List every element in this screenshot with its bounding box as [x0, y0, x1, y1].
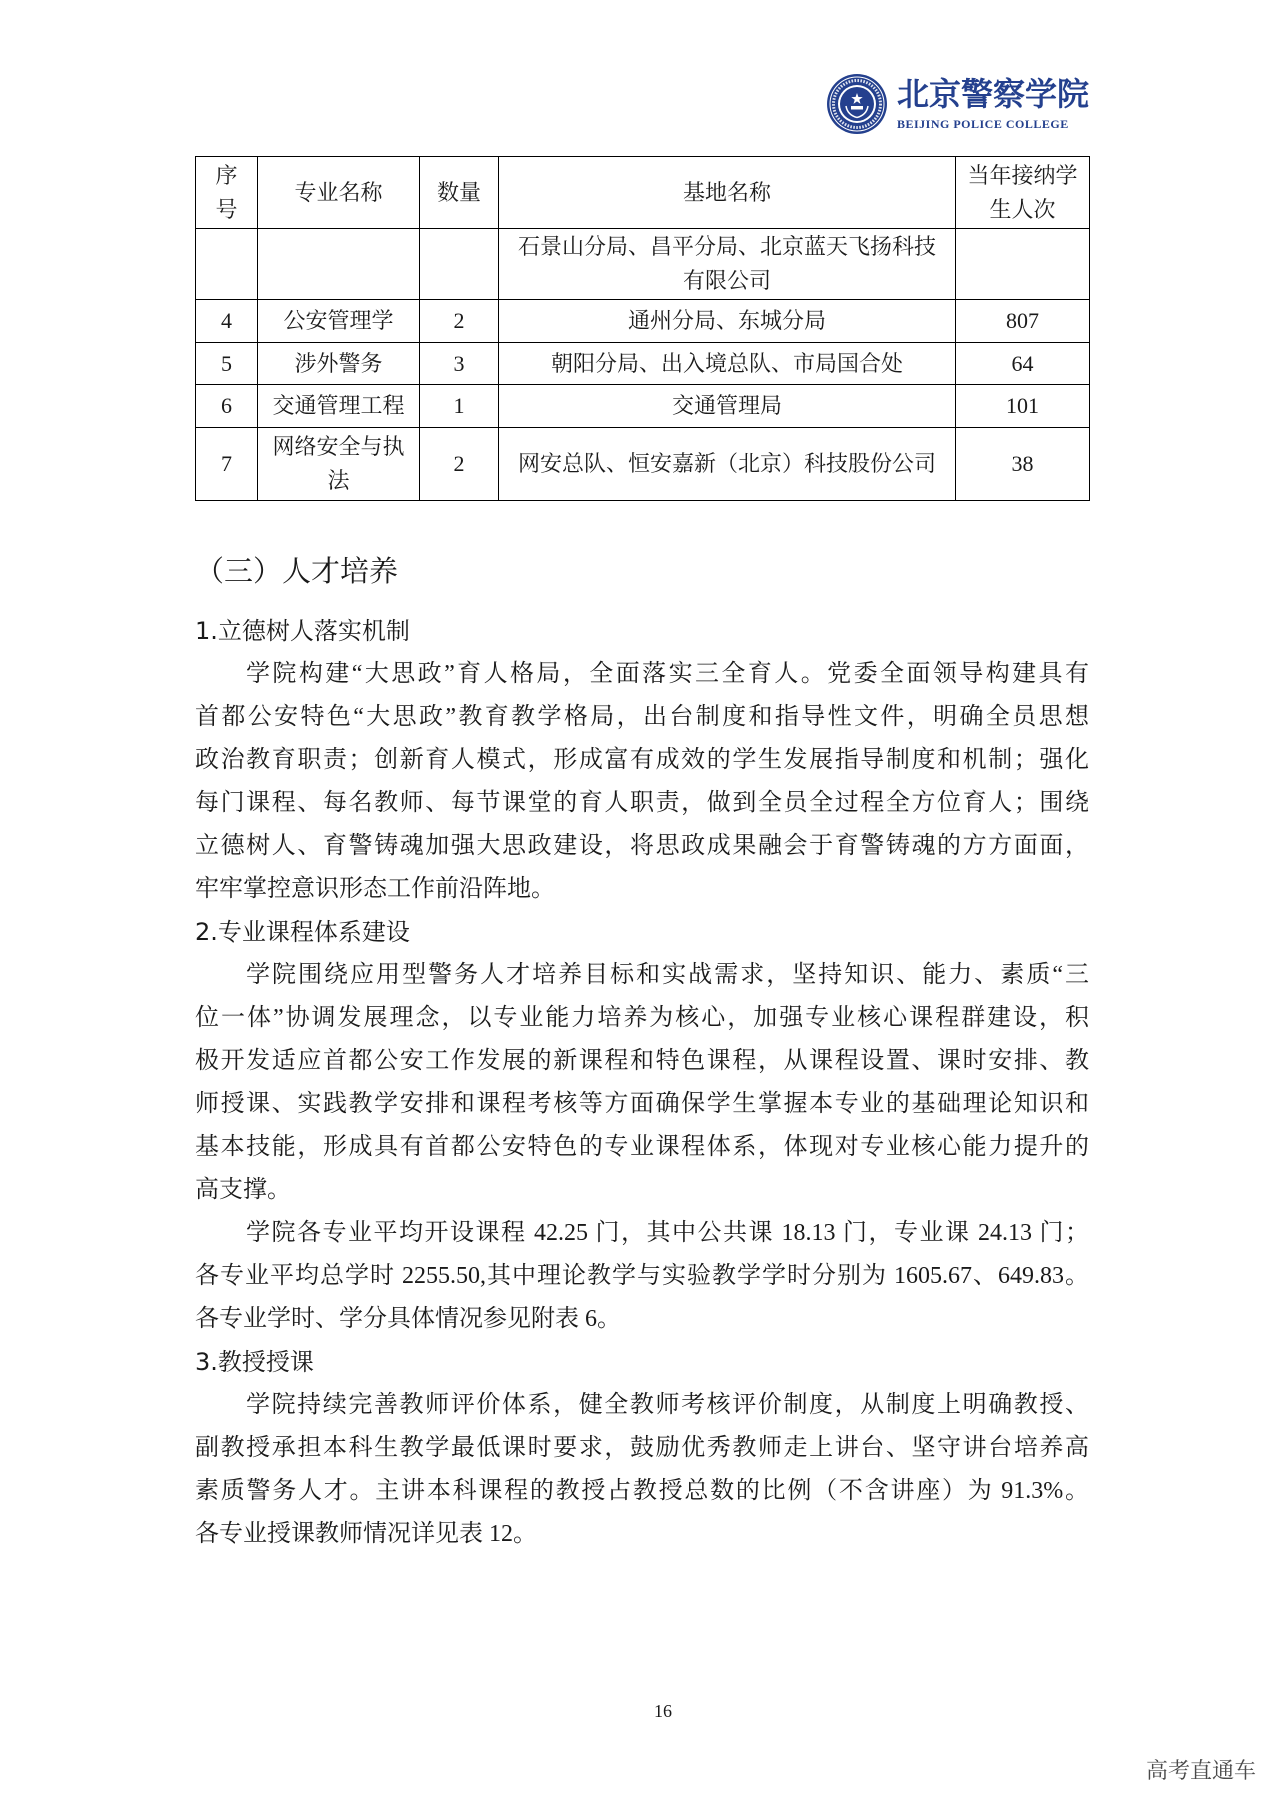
paragraph-line: 学院持续完善教师评价体系，健全教师考核评价制度，从制度上明确教授、 [246, 1392, 1089, 1418]
header-cell-bases: 基地名称 [499, 157, 956, 229]
cell-text: 网络安全与执 [272, 434, 405, 459]
paragraph-line: 素质警务人才。主讲本科课程的教授占教授总数的比例（不含讲座）为 91.3%。 [195, 1478, 1089, 1504]
subsection-heading: 3.教授授课 [195, 1348, 314, 1376]
table-cell-no: 5 [196, 343, 258, 385]
subsection-heading: 1.立德树人落实机制 [195, 617, 410, 645]
cell-text: 网安总队、恒安嘉新（北京）科技股份公司 [517, 451, 936, 476]
table-header-row [196, 157, 1090, 229]
header-cell-count: 数量 [420, 157, 499, 229]
paragraph-line: 牢牢掌控意识形态工作前沿阵地。 [195, 876, 555, 902]
table-cell-bases [499, 385, 956, 428]
cell-text: 交通管理局 [671, 393, 782, 418]
header-text: 序 [215, 162, 238, 188]
section-title: （三）人才培养 [195, 554, 399, 588]
header-text: 号 [215, 196, 238, 222]
cell-text: 法 [327, 468, 350, 493]
table-cell-major [258, 343, 420, 385]
table-cell-students: 64 [956, 343, 1090, 385]
table-cell-students: 807 [956, 300, 1090, 343]
college-emblem-icon [826, 73, 888, 135]
paragraph-line: 师授课、实践教学安排和课程考核等方面确保学生掌握本专业的基础理论知识和 [195, 1091, 1089, 1117]
paragraph-line: 副教授承担本科生教学最低课时要求，鼓励优秀教师走上讲台、坚守讲台培养高 [195, 1435, 1089, 1461]
paragraph-line: 首都公安特色“大思政”教育教学格局，出台制度和指导性文件，明确全员思想 [195, 704, 1089, 730]
table-cell-major [258, 300, 420, 343]
table-cell-students [956, 229, 1090, 300]
table-row [196, 428, 1090, 501]
cell-text: 石景山分局、昌平分局、北京蓝天飞扬科技 [517, 234, 936, 259]
table-cell-bases [499, 300, 956, 343]
header-cell-no [196, 157, 258, 229]
table-cell-count [420, 229, 499, 300]
paragraph-line: 极开发适应首都公安工作发展的新课程和特色课程，从课程设置、课时安排、教 [195, 1048, 1089, 1074]
watermark: 高考直通车 [1146, 1759, 1257, 1784]
paragraph-line: 基本技能，形成具有首都公安特色的专业课程体系，体现对专业核心能力提升的 [195, 1134, 1089, 1160]
section-body [195, 610, 1089, 1556]
table-cell-bases [499, 229, 956, 300]
table-cell-major [258, 428, 420, 501]
header-text: 生人次 [989, 196, 1056, 222]
table-cell-count: 2 [420, 428, 499, 501]
table-cell-no: 4 [196, 300, 258, 343]
table-row [196, 343, 1090, 385]
paragraph-line: 学院构建“大思政”育人格局，全面落实三全育人。党委全面领导构建具有 [246, 661, 1089, 687]
cell-text: 公安管理学 [283, 308, 394, 333]
table-cell-count: 3 [420, 343, 499, 385]
table-cell-major [258, 385, 420, 428]
cell-text: 交通管理工程 [272, 393, 405, 418]
paragraph-line: 各专业学时、学分具体情况参见附表 6。 [195, 1306, 621, 1332]
cell-text: 通州分局、东城分局 [627, 308, 826, 333]
paragraph-line: 学院围绕应用型警务人才培养目标和实战需求，坚持知识、能力、素质“三 [246, 962, 1089, 988]
subsection-heading: 2.专业课程体系建设 [195, 918, 410, 946]
table-cell-no [196, 229, 258, 300]
header-text: 当年接纳学 [967, 162, 1078, 188]
training-base-table [195, 156, 1090, 501]
table-cell-no: 7 [196, 428, 258, 501]
cell-text: 涉外警务 [294, 350, 383, 376]
paragraph-line: 学院各专业平均开设课程 42.25 门，其中公共课 18.13 门，专业课 24.13 门； [246, 1220, 1089, 1246]
table-cell-major [258, 229, 420, 300]
paragraph-line: 各专业平均总学时 2255.50,其中理论教学与实验教学学时分别为 1605.67、649.83。 [195, 1263, 1089, 1289]
paragraph-line: 每门课程、每名教师、每节课堂的育人职责，做到全员全过程全方位育人；围绕 [195, 790, 1089, 816]
paragraph-line: 高支撑。 [195, 1177, 291, 1203]
table-cell-bases [499, 428, 956, 501]
table-cell-students: 101 [956, 385, 1090, 428]
table-row [196, 300, 1090, 343]
table-row [196, 385, 1090, 428]
paragraph-line: 位一体”协调发展理念，以专业能力培养为核心，加强专业核心课程群建设，积 [195, 1005, 1089, 1031]
table-row [196, 229, 1090, 300]
table-cell-students: 38 [956, 428, 1090, 501]
paragraph-line: 政治教育职责；创新育人模式，形成富有成效的学生发展指导制度和机制；强化 [195, 747, 1089, 773]
paragraph-line: 立德树人、育警铸魂加强大思政建设，将思政成果融会于育警铸魂的方方面面， [195, 833, 1089, 859]
header-cell-major: 专业名称 [258, 157, 420, 229]
table-cell-count: 1 [420, 385, 499, 428]
paragraph-line: 各专业授课教师情况详见表 12。 [195, 1521, 537, 1547]
table-cell-count: 2 [420, 300, 499, 343]
table-cell-no: 6 [196, 385, 258, 428]
college-name-en: BEIJING POLICE COLLEGE [897, 117, 1069, 131]
page-number: 16 [654, 1701, 672, 1721]
cell-text: 有限公司 [682, 268, 771, 293]
college-name-cn: 北京警察学院 [897, 75, 1090, 113]
cell-text: 朝阳分局、出入境总队、市局国合处 [550, 350, 903, 376]
header-cell-students [956, 157, 1090, 229]
table-cell-bases [499, 343, 956, 385]
